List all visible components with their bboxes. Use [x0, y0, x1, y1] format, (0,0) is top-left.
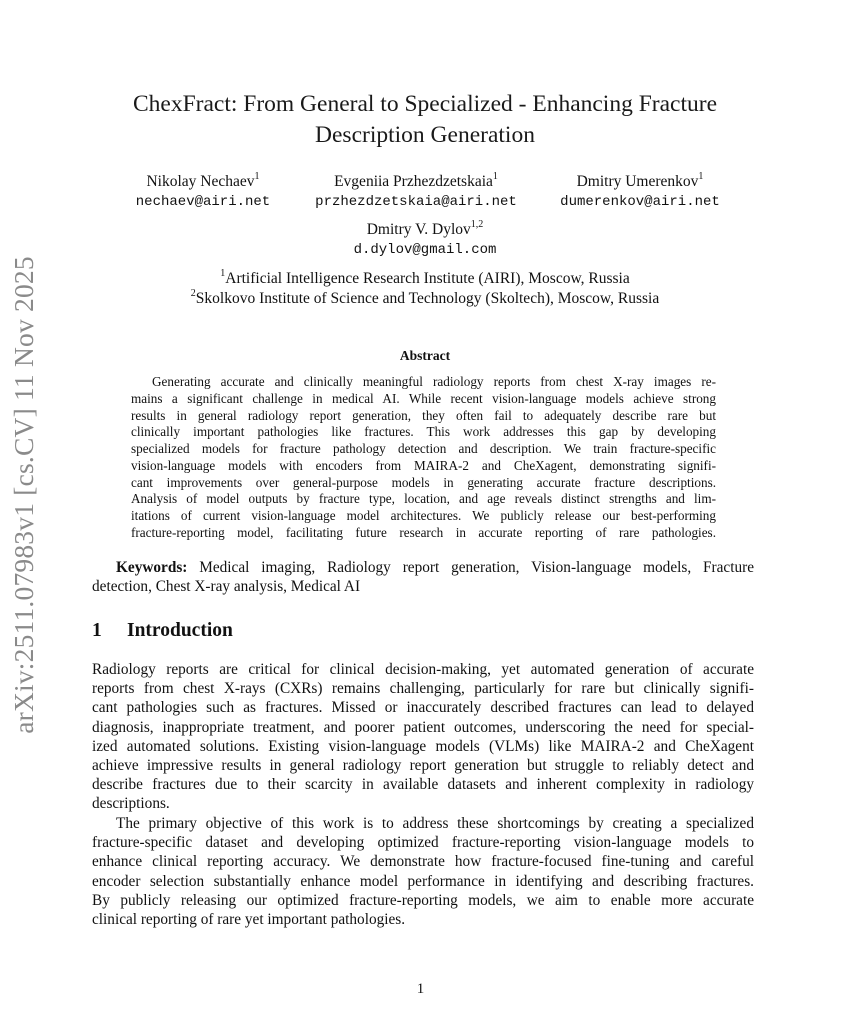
abstract-line: cant improvements over general-purpose models in generating accurate fracture descriptions.	[131, 474, 716, 490]
paragraph-line: achieve impressive results in general radiology report generation but struggle to reliably detect and	[92, 757, 754, 775]
page-number: 1	[416, 981, 425, 997]
affiliation-mark: 1	[254, 170, 260, 182]
paragraph-line: cant pathologies such as fractures. Missed or inaccurately described fractures can lead to delayed	[92, 699, 754, 717]
author-name: Evgeniia Przhezdzetskaia$^1$	[334, 170, 498, 190]
abstract-line: itations of current vision-language model architectures. We publicly release our best-performing	[131, 508, 716, 523]
arxiv-identifier-stamp	[4, 240, 44, 750]
affiliation-line: $^2$Skolkovo Institute of Science and Technology (Skoltech), Moscow, Russia	[190, 287, 660, 307]
paragraph-line: reports from chest X-rays (CXRs) remains challenging, particularly for rare but clinically signifi-	[92, 680, 754, 698]
author-email: przhezdzetskaia@airi.net	[315, 194, 517, 210]
abstract-line: specialized models for fracture pathology detection and description. We train fracture-specific	[131, 441, 716, 456]
author-email: dumerenkov@airi.net	[560, 194, 720, 210]
keywords	[92, 558, 754, 596]
paragraph-line: fracture-specific dataset and developing optimized fracture-reporting vision-language models to	[92, 834, 754, 852]
arxiv-identifier-text: arXiv:2511.07983v1 [cs.CV] 11 Nov 2025	[8, 256, 40, 734]
author-name: Dmitry Umerenkov$^1$	[576, 170, 704, 190]
paragraph	[92, 814, 754, 929]
abstract-heading: Abstract	[399, 348, 451, 363]
section-title: Introduction	[127, 620, 233, 641]
abstract-line: Generating accurate and clinically meaningful radiology reports from chest X-ray images re-	[152, 374, 716, 389]
keywords-line: detection, Chest X-ray analysis, Medical AI	[92, 578, 361, 596]
author-block	[118, 172, 288, 212]
paragraph-line: diagnosis, inappropriate treatment, and poorer patient outcomes, underscoring the need for special-	[92, 718, 754, 736]
author-block	[545, 172, 735, 212]
section-number: 1	[92, 620, 102, 641]
abstract-line: results in general radiology report generation, they often fail to adequately describe rare but	[131, 407, 716, 423]
author-block	[296, 172, 536, 212]
keywords-label: Keywords:	[116, 559, 188, 576]
paragraph-line: descriptions.	[92, 795, 170, 813]
affiliation-mark: 1	[220, 267, 226, 279]
abstract-body	[131, 374, 716, 542]
abstract-line: mains a significant challenge in medical AI. While recent vision-language models achieve strong	[131, 390, 716, 406]
title-line: Description Generation	[315, 122, 535, 148]
paragraph-line: Radiology reports are critical for clinical decision-making, yet automated generation of accurate	[92, 661, 754, 678]
author-email: nechaev@airi.net	[135, 194, 271, 210]
author-block	[330, 220, 520, 260]
paragraph-line: The primary objective of this work is to address these shortcomings by creating a specialized	[116, 815, 754, 832]
abstract-line: fracture-reporting model, facilitating future research in accurate reporting of rare pathologies.	[131, 524, 716, 540]
affiliation-mark: 2	[190, 287, 196, 299]
keywords-line: Keywords: Medical imaging, Radiology report generation, Vision-language models, Fracture	[116, 559, 754, 576]
abstract-line: clinically important pathologies like fractures. This work addresses this gap by developing	[131, 424, 716, 440]
affiliation-mark: 1,2	[470, 218, 484, 230]
abstract-line: vision-language models with encoders from MAIRA-2 and CheXagent, demonstrating signifi-	[131, 457, 716, 473]
affiliation-line: $^1$Artificial Intelligence Research Institute (AIRI), Moscow, Russia	[220, 267, 630, 287]
title-line: ChexFract: From General to Specialized - Enhancing Fracture	[132, 91, 718, 117]
abstract-line: Analysis of model outputs by fracture type, location, and age reveals distinct strengths and lim-	[131, 491, 716, 507]
paragraph-line: clinical reporting of rare yet important pathologies.	[92, 911, 406, 929]
affiliations	[100, 269, 750, 309]
author-name: Nikolay Nechaev$^1$	[146, 170, 260, 190]
section-heading	[92, 620, 233, 642]
paragraph-line: describe fractures due to their scarcity in available datasets and inherent complexity in radiology	[92, 776, 754, 794]
paragraph-line: By publicly releasing our optimized fracture-reporting models, we aim to enable more accurate	[92, 891, 754, 909]
paragraph-line: ized automated solutions. Existing vision-language models (VLMs) like MAIRA-2 and CheXagent	[92, 737, 754, 755]
paragraph-line: encoder selection substantially enhance model performance in identifying and describing fractures.	[92, 872, 754, 890]
paragraph	[92, 660, 754, 814]
affiliation-mark: 1	[492, 170, 498, 182]
paragraph-line: enhance clinical reporting accuracy. We demonstrate how fracture-focused fine-tuning and careful	[92, 853, 754, 871]
author-email: d.dylov@gmail.com	[353, 242, 497, 258]
paper-title	[90, 89, 760, 151]
affiliation-mark: 1	[698, 170, 704, 182]
author-name: Dmitry V. Dylov$^{1,2}$	[366, 218, 484, 238]
